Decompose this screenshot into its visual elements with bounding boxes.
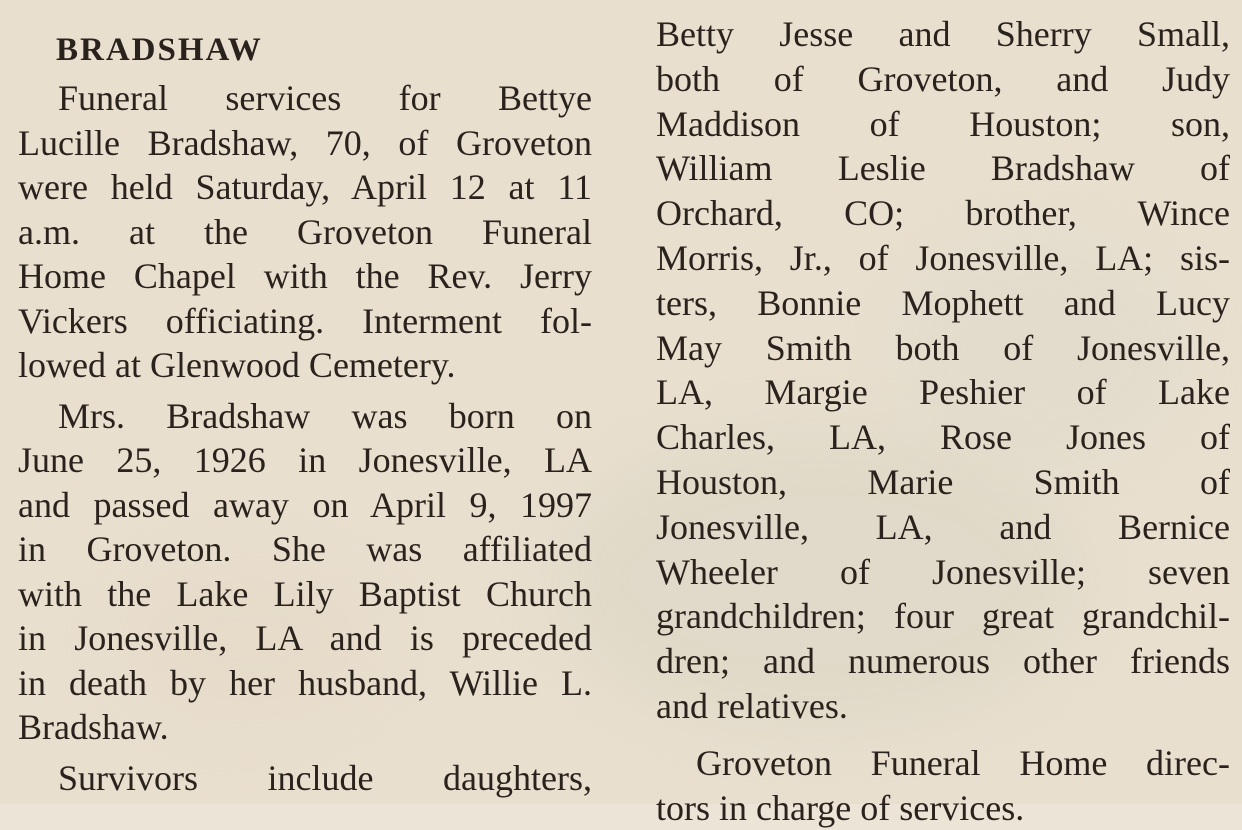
text-line: LA, Margie Peshier of Lake [656,372,1230,413]
text-line: Funeral services for Bettye [58,78,592,118]
text-line: Houston, Marie Smith of [656,461,1230,502]
text-line: Betty Jesse and Sherry Small, [656,14,1230,54]
paragraph-services [18,76,592,388]
text-line: both of Groveton, and Judy [656,58,1230,99]
text-line: Groveton Funeral Home direc- [696,742,1230,783]
text-line: lowed at Glenwood Cemetery. [18,345,456,385]
text-line: June 25, 1926 in Jonesville, LA [18,440,592,480]
paragraph-biography [18,394,592,750]
text-line: Home Chapel with the Rev. Jerry [18,256,592,296]
text-line: Maddison of Houston; son, [656,103,1230,144]
text-line: in Jonesville, LA and is preceded [18,618,592,658]
text-line: a.m. at the Groveton Funeral [18,211,592,252]
text-line: Bradshaw. [18,707,169,747]
text-line: with the Lake Lily Baptist Church [18,573,592,614]
text-line: Mrs. Bradshaw was born on [58,395,592,436]
text-line: dren; and numerous other friends [656,641,1230,682]
text-line: grandchildren; four great grandchil- [656,596,1230,637]
text-line: Vickers officiating. Interment fol- [18,300,592,341]
text-line: ters, Bonnie Mophett and Lucy [656,282,1230,323]
text-line: in Groveton. She was affiliated [18,529,592,569]
paragraph-survivors [656,12,1230,729]
text-line: tors in charge of services. [656,787,1025,828]
text-line: May Smith both of Jonesville, [656,327,1230,368]
text-line: William Leslie Bradshaw of [656,148,1230,189]
text-line: in death by her husband, Willie L. [18,662,592,703]
left-column [18,24,592,800]
text-line: were held Saturday, April 12 at 11 [18,167,592,207]
text-line: Lucille Bradshaw, 70, of Groveton [18,122,592,163]
paragraph-survivors-start [18,756,592,801]
text-line: Jonesville, LA, and Bernice [656,506,1230,547]
paragraph-funeral-home [656,741,1230,830]
text-line: and passed away on April 9, 1997 [18,484,592,525]
text-line: Morris, Jr., of Jonesville, LA; sis- [656,237,1230,278]
text-line: Charles, LA, Rose Jones of [656,417,1230,458]
obituary-heading: BRADSHAW [56,32,263,68]
text-line: Orchard, CO; brother, Wince [656,193,1230,234]
right-column [656,12,1230,830]
text-line: and relatives. [656,685,848,726]
text-line: Survivors include daughters, [58,757,592,798]
text-line: Wheeler of Jonesville; seven [656,551,1230,592]
